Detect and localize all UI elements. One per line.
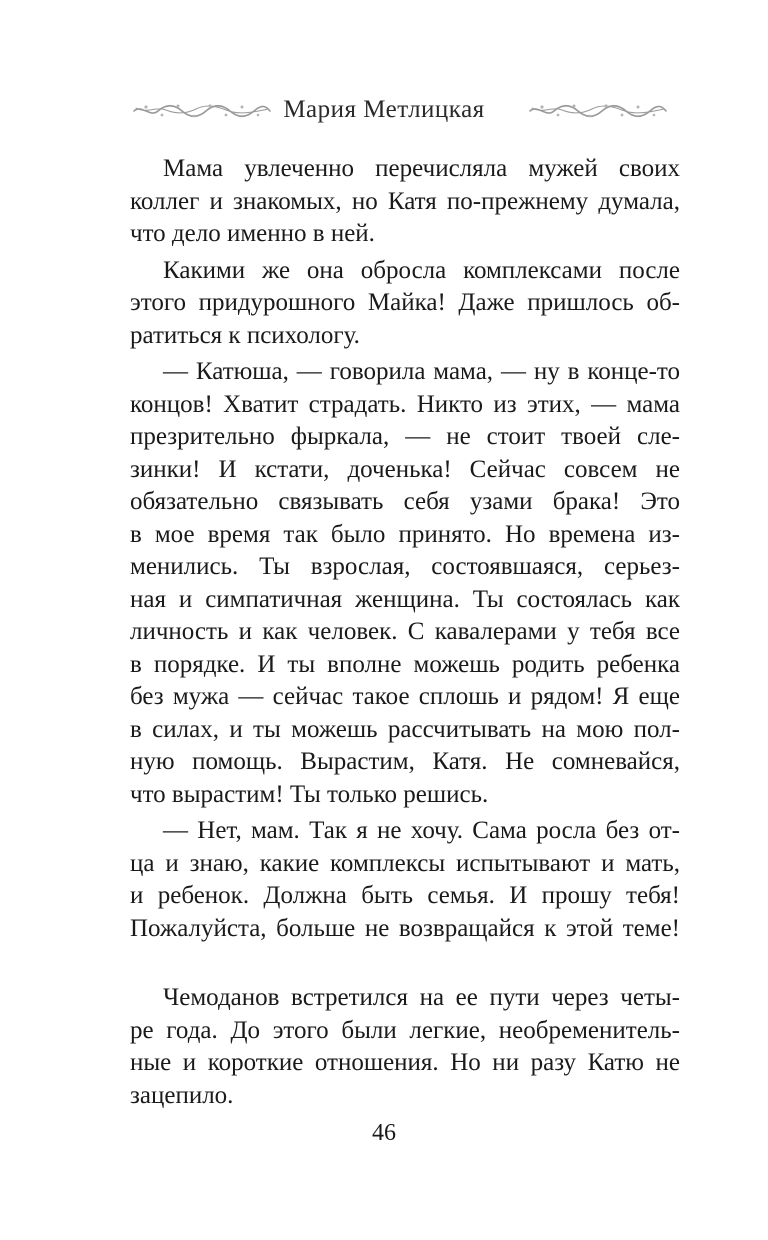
text-line: — Нет, мам. Так я не хочу. Сама росла без от- [163,817,680,844]
text-line: что дело именно в ней. [130,220,375,247]
text-line: без мужа — сейчас такое сплошь и рядом! Я еще [130,683,680,710]
text-line: Чемоданов встретился на ее пути через четы- [163,984,680,1011]
text-line: ре года. До этого были легкие, необременитель- [130,1016,680,1044]
text-line: — Катюша, — говорила мама, — ну в конце-то [163,358,680,385]
text-line: в мое время так было принято. Но времена из- [130,520,680,548]
text-line: зинки! И кстати, доченька! Сейчас совсем не [130,455,680,483]
text-line: Пожалуйста, больше не возвращайся к этой теме! [130,914,680,942]
text-line: ратиться к психологу. [130,321,360,349]
text-line: в порядке. И ты вполне можешь родить ребенка [130,650,680,678]
text-line: этого придурошного Майка! Даже пришлось об- [130,289,680,316]
running-header-author: Мария Метлицкая [283,96,485,123]
text-line: Какими же она обросла комплексами после [163,256,680,284]
text-line: в силах, и ты можешь рассчитывать на мою пол- [130,715,680,743]
text-line: ная и симпатичная женщина. Ты состоялась как [130,585,680,613]
text-line: и ребенок. Должна быть семья. И прошу тебя! [130,882,680,909]
text-line: ную помощь. Вырастим, Катя. Не сомневайся, [130,748,680,775]
text-line: обязательно связывать себя узами брака! Это [130,488,680,515]
text-line: презрительно фыркала, — не стоит твоей сле- [130,423,680,450]
text-line: Мама увлеченно перечисляла мужей своих [163,155,680,182]
text-line: что вырастим! Ты только решись. [130,780,489,808]
running-header [0,92,768,132]
text-line: ные и короткие отношения. Но ни разу Катю не [130,1049,680,1076]
text-line: концов! Хватит страдать. Никто из этих, — мама [130,390,680,418]
ornament-right-icon [528,98,668,124]
body-text [130,153,680,1112]
text-line: коллег и знакомых, но Катя по-прежнему думала, [130,187,680,215]
text-line: менились. Ты взрослая, состоявшаяся, серьез- [130,553,680,580]
page-number: 46 [372,1120,396,1146]
text-line: ца и знаю, какие комплексы испытывают и мать, [130,849,680,877]
text-line: зацепило. [130,1081,234,1109]
text-line: личность и как человек. С кавалерами у тебя все [130,618,680,645]
